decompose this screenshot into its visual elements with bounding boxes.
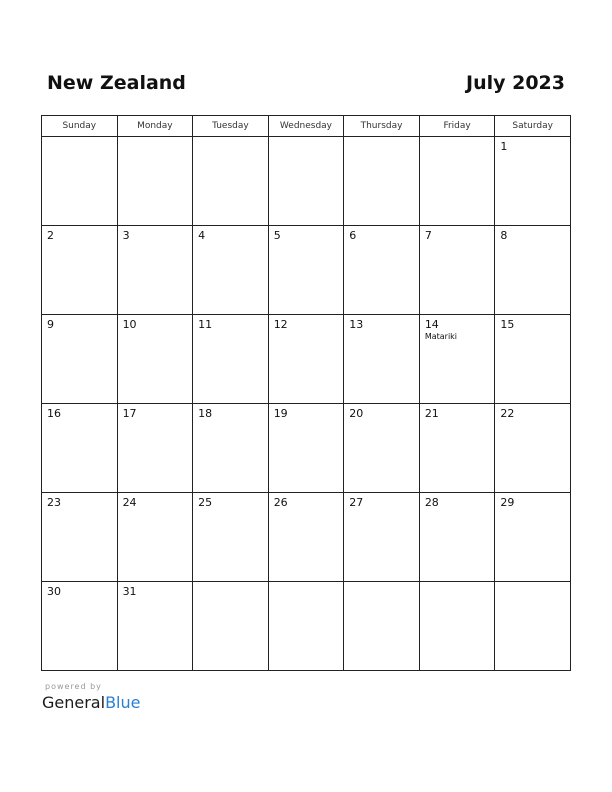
calendar-day-cell xyxy=(193,137,269,226)
calendar-day-cell xyxy=(117,137,193,226)
day-number: 10 xyxy=(122,318,137,331)
day-cell-content xyxy=(495,582,570,670)
day-cell-content xyxy=(420,315,495,403)
day-number: 17 xyxy=(122,407,137,420)
day-number: 2 xyxy=(47,229,54,242)
calendar-day-cell xyxy=(117,493,193,582)
day-cell-content xyxy=(193,493,268,581)
calendar-day-cell xyxy=(42,493,118,582)
day-number: 1 xyxy=(500,140,508,153)
calendar-day-cell xyxy=(419,493,495,582)
day-cell-content xyxy=(118,404,193,492)
calendar-day-cell xyxy=(42,315,118,404)
day-cell-content xyxy=(42,493,117,581)
day-cell-content xyxy=(42,582,117,670)
day-number: 15 xyxy=(500,318,515,331)
day-cell-content xyxy=(269,226,344,314)
day-cell-content xyxy=(118,137,193,225)
day-cell-content xyxy=(344,582,419,670)
day-number: 11 xyxy=(198,318,213,331)
calendar-week-row xyxy=(42,226,571,315)
calendar-day-cell xyxy=(344,493,420,582)
calendar-day-cell xyxy=(193,493,269,582)
calendar-day-cell xyxy=(268,137,344,226)
calendar-day-cell xyxy=(117,226,193,315)
calendar-day-cell xyxy=(193,582,269,671)
calendar-day-cell xyxy=(42,137,118,226)
day-number: 12 xyxy=(273,318,288,331)
day-cell-content xyxy=(344,137,419,225)
day-cell-content xyxy=(193,137,268,225)
calendar-day-cell xyxy=(419,226,495,315)
day-cell-content xyxy=(118,493,193,581)
day-number: 22 xyxy=(500,407,515,420)
weekday-thursday: Thursday xyxy=(344,116,420,137)
day-cell-content xyxy=(495,404,570,492)
day-cell-content xyxy=(118,226,193,314)
holiday-label: Matariki xyxy=(424,332,458,341)
calendar-grid xyxy=(41,115,571,671)
calendar-day-cell xyxy=(344,315,420,404)
calendar-day-cell xyxy=(495,493,571,582)
day-cell-content xyxy=(344,493,419,581)
day-cell-content xyxy=(344,315,419,403)
calendar-day-cell xyxy=(117,582,193,671)
day-number: 28 xyxy=(424,496,439,509)
calendar-day-cell xyxy=(495,137,571,226)
calendar-day-cell xyxy=(193,226,269,315)
day-cell-content xyxy=(495,315,570,403)
day-cell-content xyxy=(344,226,419,314)
day-cell-content xyxy=(193,582,268,670)
day-number: 16 xyxy=(47,407,61,420)
day-number: 5 xyxy=(273,229,281,242)
calendar-day-cell xyxy=(344,582,420,671)
calendar-day-cell xyxy=(193,404,269,493)
day-cell-content xyxy=(193,226,268,314)
generalblue-logo xyxy=(42,693,140,713)
day-number: 7 xyxy=(424,229,432,242)
calendar-country-title: New Zealand xyxy=(47,72,186,94)
day-number: 13 xyxy=(349,318,364,331)
day-cell-content xyxy=(42,315,117,403)
day-number: 27 xyxy=(349,496,364,509)
calendar-week-row xyxy=(42,493,571,582)
day-number: 21 xyxy=(424,407,439,420)
day-number: 8 xyxy=(500,229,508,242)
calendar-day-cell xyxy=(193,315,269,404)
day-cell-content xyxy=(495,493,570,581)
day-number: 30 xyxy=(47,585,61,598)
logo-text-general: General xyxy=(42,693,106,712)
calendar-week-row xyxy=(42,137,571,226)
calendar-week-row xyxy=(42,315,571,404)
calendar-day-cell xyxy=(344,226,420,315)
day-cell-content xyxy=(420,226,495,314)
day-cell-content xyxy=(42,226,117,314)
calendar-day-cell xyxy=(495,582,571,671)
day-cell-content xyxy=(118,315,193,403)
calendar-day-cell xyxy=(344,137,420,226)
day-number: 18 xyxy=(198,407,213,420)
calendar-day-cell xyxy=(495,226,571,315)
calendar-day-cell xyxy=(117,315,193,404)
day-number: 20 xyxy=(349,407,364,420)
day-cell-content xyxy=(269,582,344,670)
calendar-day-cell xyxy=(419,137,495,226)
day-cell-content xyxy=(495,137,570,225)
weekday-tuesday: Tuesday xyxy=(193,116,269,137)
day-cell-content xyxy=(420,137,495,225)
day-number: 4 xyxy=(198,229,206,242)
calendar-day-cell xyxy=(42,582,118,671)
weekday-header-row xyxy=(42,116,571,137)
calendar-day-cell xyxy=(42,404,118,493)
calendar-day-cell xyxy=(268,315,344,404)
day-cell-content xyxy=(269,137,344,225)
day-number: 29 xyxy=(500,496,515,509)
powered-by-label: powered by xyxy=(45,682,102,691)
day-number: 26 xyxy=(273,496,288,509)
day-cell-content xyxy=(495,226,570,314)
calendar-day-cell xyxy=(419,582,495,671)
day-number: 6 xyxy=(349,229,357,242)
calendar-month-title: July 2023 xyxy=(466,72,565,94)
day-number: 9 xyxy=(47,318,54,331)
day-number: 14 xyxy=(424,318,439,331)
calendar-week-row xyxy=(42,404,571,493)
day-number: 3 xyxy=(122,229,130,242)
day-cell-content xyxy=(42,137,117,225)
day-cell-content xyxy=(344,404,419,492)
day-number: 19 xyxy=(273,407,288,420)
day-cell-content xyxy=(269,315,344,403)
calendar-day-cell xyxy=(268,404,344,493)
calendar-day-cell xyxy=(268,582,344,671)
day-cell-content xyxy=(118,582,193,670)
day-cell-content xyxy=(42,404,117,492)
calendar-day-cell xyxy=(42,226,118,315)
calendar-day-cell xyxy=(419,404,495,493)
day-number: 24 xyxy=(122,496,137,509)
weekday-friday: Friday xyxy=(419,116,495,137)
day-cell-content xyxy=(269,493,344,581)
day-cell-content xyxy=(193,404,268,492)
logo-text-blue: Blue xyxy=(105,693,141,712)
day-cell-content xyxy=(420,582,495,670)
calendar-day-cell xyxy=(495,404,571,493)
day-cell-content xyxy=(420,404,495,492)
calendar-body xyxy=(42,137,571,671)
weekday-wednesday: Wednesday xyxy=(268,116,344,137)
calendar-day-cell xyxy=(495,315,571,404)
weekday-monday: Monday xyxy=(117,116,193,137)
weekday-saturday: Saturday xyxy=(495,116,571,137)
day-cell-content xyxy=(269,404,344,492)
calendar-day-cell xyxy=(419,315,495,404)
weekday-sunday: Sunday xyxy=(42,116,118,137)
calendar-week-row xyxy=(42,582,571,671)
calendar-day-cell xyxy=(268,226,344,315)
day-cell-content xyxy=(420,493,495,581)
calendar-day-cell xyxy=(268,493,344,582)
calendar-day-cell xyxy=(344,404,420,493)
day-number: 25 xyxy=(198,496,213,509)
day-number: 23 xyxy=(47,496,61,509)
day-cell-content xyxy=(193,315,268,403)
day-number: 31 xyxy=(122,585,137,598)
calendar-day-cell xyxy=(117,404,193,493)
